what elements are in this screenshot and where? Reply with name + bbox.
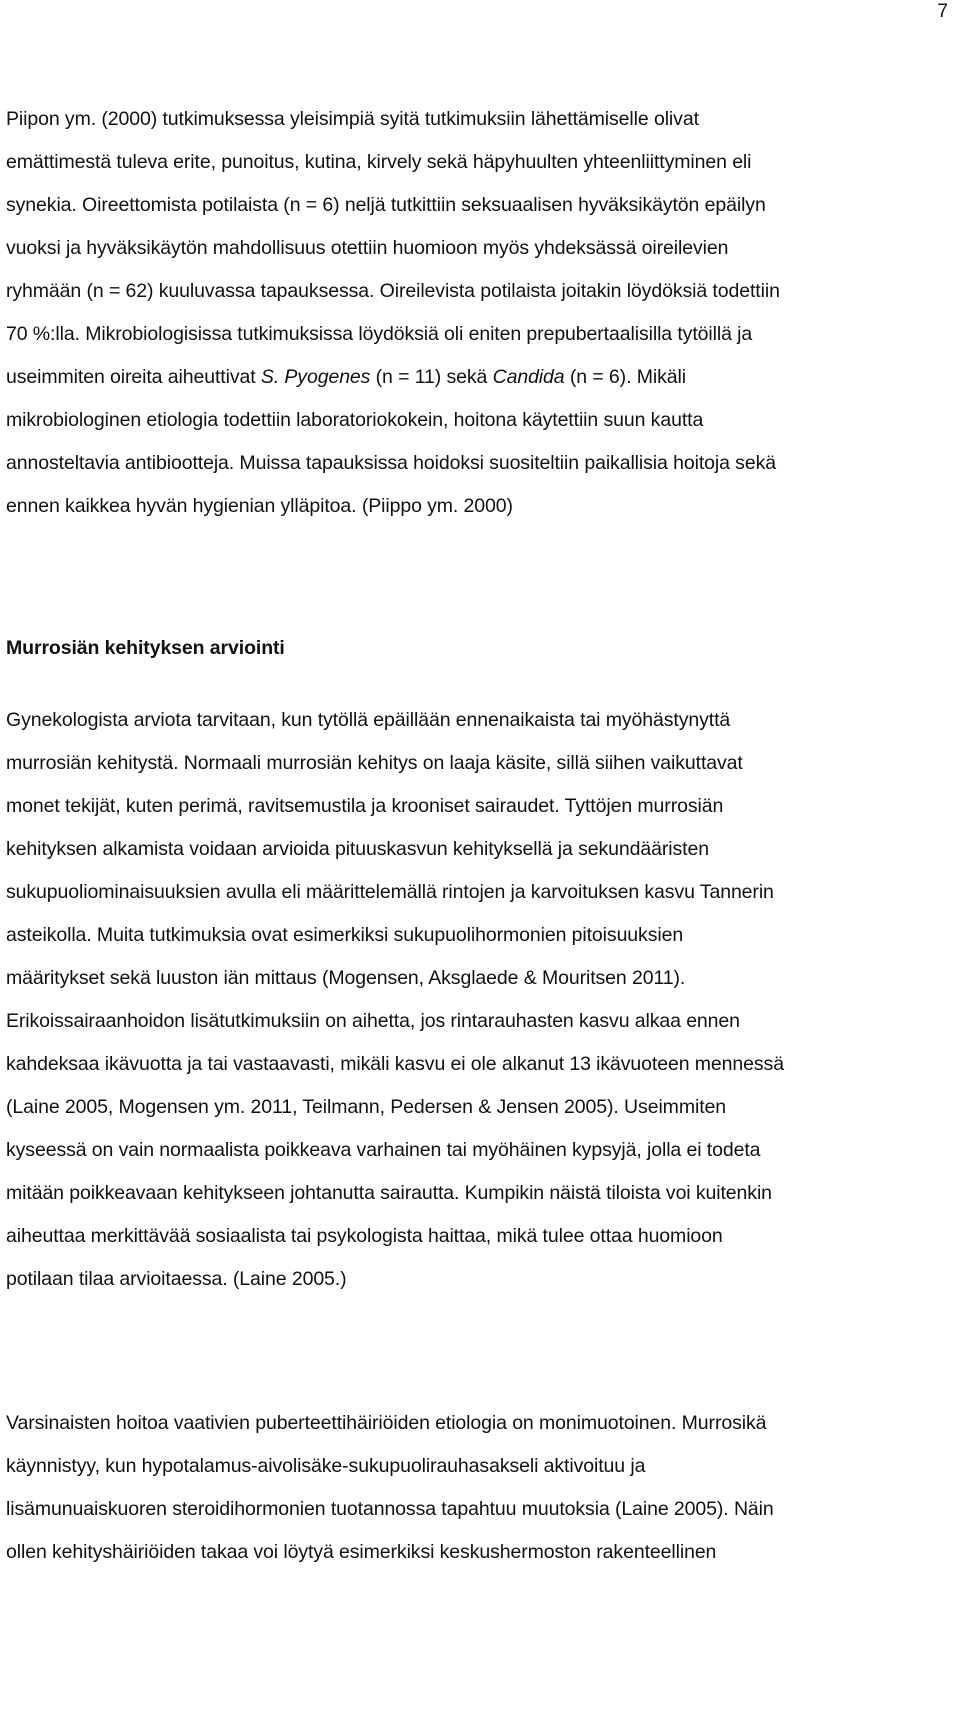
paragraph-2-line-13: aiheuttaa merkittävää sosiaalista tai psykologista haittaa, mikä tulee ottaa huomioon <box>6 1225 723 1247</box>
section-heading: Murrosiän kehityksen arviointi <box>6 637 285 659</box>
page-number: 7 <box>937 1 948 22</box>
species-name-italic: S. Pyogenes <box>260 366 371 388</box>
paragraph-3-line-4: ollen kehityshäiriöiden takaa voi löytyä esimerkiksi keskushermoston rakenteellinen <box>6 1541 717 1563</box>
paragraph-1-line-2: emättimestä tuleva erite, punoitus, kutina, kirvely sekä häpyhuulten yhteenliittyminen eli <box>6 151 752 173</box>
paragraph-1-line-9: annosteltavia antibiootteja. Muissa tapauksissa hoidoksi suositeltiin paikallisia hoitoja sekä <box>6 452 776 474</box>
paragraph-3-line-1: Varsinaisten hoitoa vaativien puberteettihäiriöiden etiologia on monimuotoinen. Murrosikä <box>6 1412 767 1434</box>
paragraph-2-line-3: monet tekijät, kuten perimä, ravitsemustila ja krooniset sairaudet. Tyttöjen murrosiän <box>6 795 724 817</box>
paragraph-1-line-10: ennen kaikkea hyvän hygienian ylläpitoa. (Piippo ym. 2000) <box>6 495 513 517</box>
paragraph-2-line-14: potilaan tilaa arvioitaessa. (Laine 2005.) <box>6 1268 347 1290</box>
paragraph-3-line-2: käynnistyy, kun hypotalamus-aivolisäke-sukupuolirauhasakseli aktivoituu ja <box>6 1455 646 1477</box>
paragraph-3-line-3: lisämunuaiskuoren steroidihormonien tuotannossa tapahtuu muutoksia (Laine 2005). Näin <box>6 1498 774 1520</box>
paragraph-1-line-8: mikrobiologinen etiologia todettiin laboratoriokokein, hoitona käytettiin suun kautta <box>6 409 704 431</box>
paragraph-2-line-1: Gynekologista arviota tarvitaan, kun tytöllä epäillään ennenaikaista tai myöhästynyttä <box>6 709 731 731</box>
paragraph-2-line-2: murrosiän kehitystä. Normaali murrosiän kehitys on laaja käsite, sillä siihen vaikuttavat <box>6 752 743 774</box>
text-run: useimmiten oireita aiheuttivat <box>6 366 261 388</box>
species-name-italic: Candida <box>492 366 565 388</box>
paragraph-2-line-5: sukupuoliominaisuuksien avulla eli määrittelemällä rintojen ja karvoituksen kasvu Tannerin <box>6 881 774 903</box>
paragraph-1-line-4: vuoksi ja hyväksikäytön mahdollisuus otettiin huomioon myös yhdeksässä oireilevien <box>6 237 729 259</box>
paragraph-2-line-11: kyseessä on vain normaalista poikkeava varhainen tai myöhäinen kypsyjä, jolla ei todeta <box>6 1139 761 1161</box>
paragraph-2-line-12: mitään poikkeavaan kehitykseen johtanutta sairautta. Kumpikin näistä tiloista voi kuitenkin <box>6 1182 772 1204</box>
text-run: (n = 11) sekä <box>370 366 493 388</box>
paragraph-1-line-7 <box>6 365 686 389</box>
text-run: (n = 6). Mikäli <box>564 366 686 388</box>
paragraph-2-line-7: määritykset sekä luuston iän mittaus (Mogensen, Aksglaede & Mouritsen 2011). <box>6 967 686 989</box>
paragraph-2-line-8: Erikoissairaanhoidon lisätutkimuksiin on aihetta, jos rintarauhasten kasvu alkaa ennen <box>6 1010 740 1032</box>
paragraph-2-line-10: (Laine 2005, Mogensen ym. 2011, Teilmann, Pedersen & Jensen 2005). Useimmiten <box>6 1096 726 1118</box>
paragraph-2-line-6: asteikolla. Muita tutkimuksia ovat esimerkiksi sukupuolihormonien pitoisuuksien <box>6 924 684 946</box>
paragraph-1-line-6: 70 %:lla. Mikrobiologisissa tutkimuksissa löydöksiä oli eniten prepubertaalisilla tytöillä ja <box>6 323 753 345</box>
paragraph-2-line-9: kahdeksaa ikävuotta ja tai vastaavasti, mikäli kasvu ei ole alkanut 13 ikävuoteen mennessä <box>6 1053 784 1075</box>
paragraph-1-line-1: Piipon ym. (2000) tutkimuksessa yleisimpiä syitä tutkimuksiin lähettämiselle olivat <box>6 108 699 130</box>
paragraph-1-line-5: ryhmään (n = 62) kuuluvassa tapauksessa. Oireilevista potilaista joitakin löydöksiä todettiin <box>6 280 780 302</box>
paragraph-2-line-4: kehityksen alkamista voidaan arvioida pituuskasvun kehityksellä ja sekundääristen <box>6 838 709 860</box>
paragraph-1-line-3: synekia. Oireettomista potilaista (n = 6) neljä tutkittiin seksuaalisen hyväksikäytön epäilyn <box>6 194 766 216</box>
